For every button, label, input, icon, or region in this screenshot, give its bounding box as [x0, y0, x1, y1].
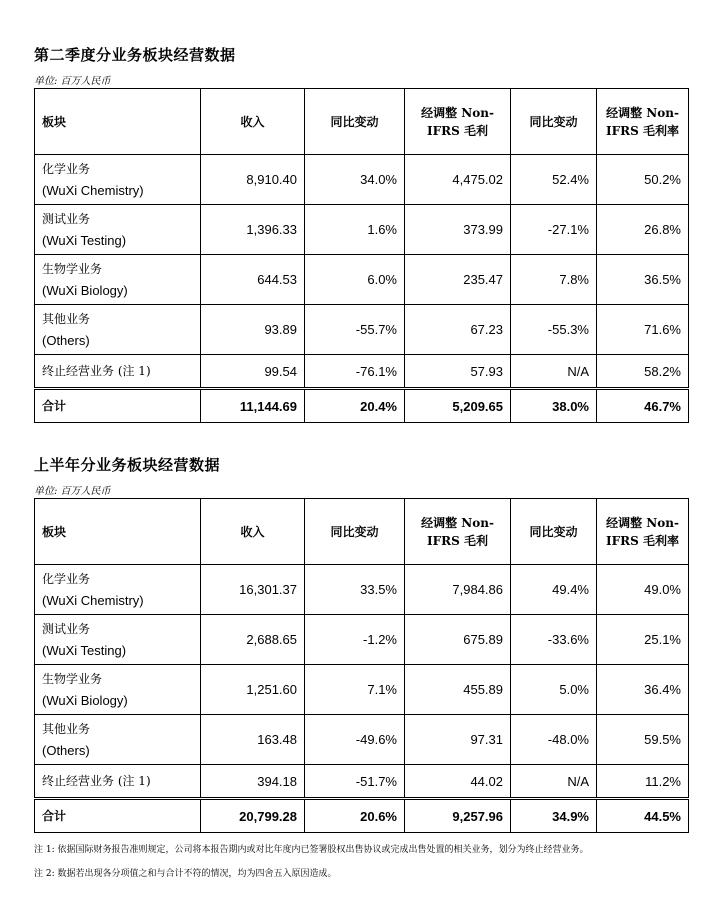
total-gross-margin-cell: 44.5% — [597, 799, 689, 833]
table-row — [35, 615, 689, 665]
gross-profit-yoy-cell: -33.6% — [511, 615, 597, 665]
table-row — [35, 665, 689, 715]
gross-profit-yoy-cell: 5.0% — [511, 665, 597, 715]
segment-name-en: (WuXi Testing) — [42, 232, 127, 248]
header-gross-profit: 经调整 Non-IFRS 毛利 — [405, 89, 511, 155]
table-header-row — [35, 499, 689, 565]
table-row — [35, 255, 689, 305]
segment-name-en: (WuXi Biology) — [42, 692, 128, 708]
segment-cell — [35, 615, 201, 665]
footnote-1: 注 1: 依据国际财务报告准则规定，公司将本报告期内或对比年度内已签署股权出售协议或完成出售处置的相关业务，划分为终止经营业务。 — [34, 845, 589, 855]
segment-name-en: (WuXi Chemistry) — [42, 592, 144, 608]
revenue-yoy-cell: 34.0% — [305, 155, 405, 205]
table-row — [35, 305, 689, 355]
segment-name-cn: 其他业务 — [42, 721, 91, 736]
segment-cell — [35, 155, 201, 205]
gross-profit-cell: 455.89 — [405, 665, 511, 715]
total-row — [35, 389, 689, 423]
gross-profit-cell: 44.02 — [405, 765, 511, 799]
header-gross-profit-yoy: 同比变动 — [511, 89, 597, 155]
revenue-cell: 99.54 — [201, 355, 305, 389]
revenue-cell: 8,910.40 — [201, 155, 305, 205]
segment-cell — [35, 355, 201, 389]
total-gross-margin-cell: 46.7% — [597, 389, 689, 423]
h1-section-title: 上半年分业务板块经营数据 — [34, 456, 221, 474]
header-gross-profit: 经调整 Non-IFRS 毛利 — [405, 499, 511, 565]
segment-name-cn: 生物学业务 — [42, 671, 103, 686]
header-segment: 板块 — [35, 499, 201, 565]
total-revenue-yoy-cell: 20.6% — [305, 799, 405, 833]
gross-profit-cell: 97.31 — [405, 715, 511, 765]
table-header-row — [35, 89, 689, 155]
segment-name-cn: 其他业务 — [42, 311, 91, 326]
gross-profit-yoy-cell: -55.3% — [511, 305, 597, 355]
gross-profit-yoy-cell: N/A — [511, 355, 597, 389]
table-row — [35, 205, 689, 255]
revenue-cell: 394.18 — [201, 765, 305, 799]
gross-profit-cell: 57.93 — [405, 355, 511, 389]
gross-margin-cell: 49.0% — [597, 565, 689, 615]
footnote-2: 注 2: 数据若出现各分项值之和与合计不符的情况，均为四舍五入原因造成。 — [34, 869, 337, 879]
gross-profit-yoy-cell: -27.1% — [511, 205, 597, 255]
segment-cell — [35, 565, 201, 615]
h1-table — [34, 498, 689, 833]
table-row — [35, 155, 689, 205]
gross-profit-cell: 373.99 — [405, 205, 511, 255]
gross-profit-yoy-cell: 49.4% — [511, 565, 597, 615]
segment-name-en: (Others) — [42, 742, 90, 758]
gross-margin-cell: 36.4% — [597, 665, 689, 715]
revenue-yoy-cell: 7.1% — [305, 665, 405, 715]
revenue-cell: 1,396.33 — [201, 205, 305, 255]
gross-margin-cell: 59.5% — [597, 715, 689, 765]
gross-margin-cell: 71.6% — [597, 305, 689, 355]
segment-cell — [35, 665, 201, 715]
header-revenue: 收入 — [201, 499, 305, 565]
segment-name-en: (WuXi Biology) — [42, 282, 128, 298]
table-row — [35, 565, 689, 615]
total-gross-profit-yoy-cell: 34.9% — [511, 799, 597, 833]
total-label: 合计 — [42, 809, 67, 823]
total-revenue-yoy-cell: 20.4% — [305, 389, 405, 423]
segment-name-en: (WuXi Chemistry) — [42, 182, 144, 198]
q2-table — [34, 88, 689, 423]
total-label-cell — [35, 799, 201, 833]
revenue-yoy-cell: -51.7% — [305, 765, 405, 799]
gross-profit-yoy-cell: 7.8% — [511, 255, 597, 305]
gross-margin-cell: 26.8% — [597, 205, 689, 255]
total-gross-profit-cell: 5,209.65 — [405, 389, 511, 423]
segment-name-cn: 化学业务 — [42, 571, 91, 586]
segment-name-cn: 测试业务 — [42, 211, 91, 226]
table-row — [35, 715, 689, 765]
gross-profit-cell: 675.89 — [405, 615, 511, 665]
segment-name-cn: 终止经营业务 (注 1) — [42, 774, 151, 788]
revenue-cell: 163.48 — [201, 715, 305, 765]
gross-profit-cell: 235.47 — [405, 255, 511, 305]
total-revenue-cell: 11,144.69 — [201, 389, 305, 423]
q2-section-title: 第二季度分业务板块经营数据 — [34, 46, 236, 64]
revenue-cell: 1,251.60 — [201, 665, 305, 715]
revenue-cell: 644.53 — [201, 255, 305, 305]
revenue-yoy-cell: -1.2% — [305, 615, 405, 665]
header-revenue-yoy: 同比变动 — [305, 89, 405, 155]
segment-name-cn: 测试业务 — [42, 621, 91, 636]
gross-margin-cell: 58.2% — [597, 355, 689, 389]
gross-profit-cell: 67.23 — [405, 305, 511, 355]
total-gross-profit-cell: 9,257.96 — [405, 799, 511, 833]
revenue-cell: 16,301.37 — [201, 565, 305, 615]
revenue-cell: 2,688.65 — [201, 615, 305, 665]
discontinued-row — [35, 355, 689, 389]
q2-unit-label: 单位: 百万人民币 — [34, 76, 111, 87]
revenue-cell: 93.89 — [201, 305, 305, 355]
header-segment: 板块 — [35, 89, 201, 155]
segment-name-en: (WuXi Testing) — [42, 642, 127, 658]
gross-margin-cell: 36.5% — [597, 255, 689, 305]
revenue-yoy-cell: -49.6% — [305, 715, 405, 765]
segment-cell — [35, 205, 201, 255]
gross-margin-cell: 50.2% — [597, 155, 689, 205]
segment-name-cn: 化学业务 — [42, 161, 91, 176]
gross-margin-cell: 25.1% — [597, 615, 689, 665]
header-revenue-yoy: 同比变动 — [305, 499, 405, 565]
segment-name-en: (Others) — [42, 332, 90, 348]
h1-unit-label: 单位: 百万人民币 — [34, 486, 111, 497]
segment-name-cn: 终止经营业务 (注 1) — [42, 364, 151, 378]
discontinued-row — [35, 765, 689, 799]
gross-margin-cell: 11.2% — [597, 765, 689, 799]
revenue-yoy-cell: -76.1% — [305, 355, 405, 389]
segment-cell — [35, 305, 201, 355]
gross-profit-cell: 7,984.86 — [405, 565, 511, 615]
total-row — [35, 799, 689, 833]
gross-profit-yoy-cell: N/A — [511, 765, 597, 799]
segment-name-cn: 生物学业务 — [42, 261, 103, 276]
revenue-yoy-cell: 6.0% — [305, 255, 405, 305]
gross-profit-yoy-cell: -48.0% — [511, 715, 597, 765]
total-gross-profit-yoy-cell: 38.0% — [511, 389, 597, 423]
segment-cell — [35, 255, 201, 305]
gross-profit-yoy-cell: 52.4% — [511, 155, 597, 205]
header-gross-profit-yoy: 同比变动 — [511, 499, 597, 565]
total-revenue-cell: 20,799.28 — [201, 799, 305, 833]
revenue-yoy-cell: 33.5% — [305, 565, 405, 615]
segment-cell — [35, 715, 201, 765]
header-gross-margin: 经调整 Non-IFRS 毛利率 — [597, 89, 689, 155]
revenue-yoy-cell: -55.7% — [305, 305, 405, 355]
header-gross-margin: 经调整 Non-IFRS 毛利率 — [597, 499, 689, 565]
segment-cell — [35, 765, 201, 799]
total-label: 合计 — [42, 399, 67, 413]
header-revenue: 收入 — [201, 89, 305, 155]
gross-profit-cell: 4,475.02 — [405, 155, 511, 205]
revenue-yoy-cell: 1.6% — [305, 205, 405, 255]
total-label-cell — [35, 389, 201, 423]
